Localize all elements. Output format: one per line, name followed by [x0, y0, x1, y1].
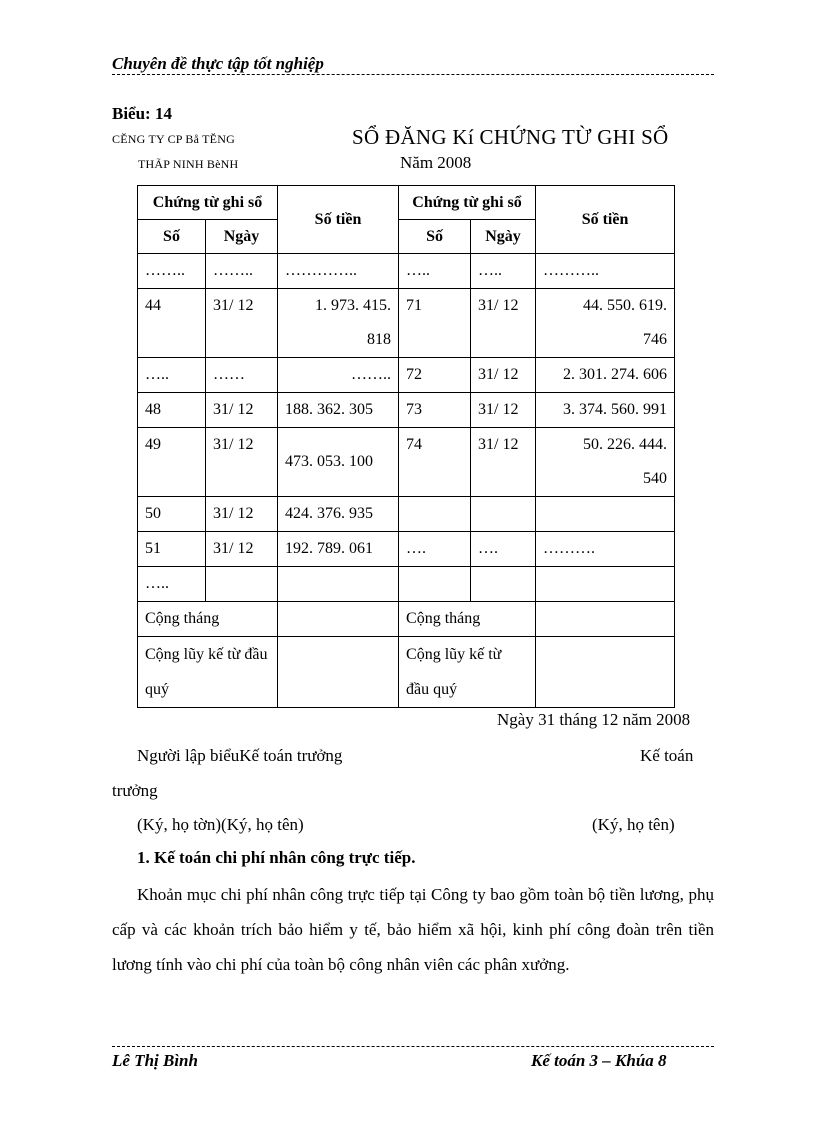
cell: 50. 226. 444. 540	[536, 428, 675, 497]
cell: 48	[138, 393, 206, 428]
total-month-row	[138, 602, 675, 637]
cell: ……….	[536, 532, 675, 567]
signature-titles	[137, 746, 342, 766]
chief-accountant-right-label-2: trưởng	[112, 781, 158, 800]
cell	[536, 637, 675, 708]
chief-accountant-label: Kế toán trưởng	[239, 746, 343, 765]
cell: ……..	[138, 254, 206, 289]
cell: 72	[399, 358, 471, 393]
table-row	[138, 254, 675, 289]
cell: …..	[138, 358, 206, 393]
cell: 31/ 12	[471, 428, 536, 497]
cell: 44	[138, 289, 206, 358]
footer-class: Kế toán 3 – Khúa 8	[531, 1051, 667, 1070]
signing-date: Ngày 31 tháng 12 năm 2008	[497, 710, 691, 729]
cell: 51	[138, 532, 206, 567]
cell: ……..	[206, 254, 278, 289]
cell: 31/ 12	[471, 358, 536, 393]
cell	[206, 567, 278, 602]
cell: 473. 053. 100	[278, 428, 399, 497]
header-amount-left: Số tiền	[278, 186, 399, 254]
cell	[536, 567, 675, 602]
header-date-left: Ngày	[206, 220, 278, 254]
cell	[399, 567, 471, 602]
page-header-title: Chuyên đề thực tập tốt nghiệp	[112, 54, 324, 73]
cell: ……	[206, 358, 278, 393]
cell: 31/ 12	[471, 393, 536, 428]
cell: 1. 973. 415. 818	[278, 289, 399, 358]
table-row	[138, 428, 675, 497]
total-cumulative-row	[138, 637, 675, 708]
paragraph-text: Khoản mục chi phí nhân công trực tiếp tại Công ty bao gồm toàn bộ tiền lương, phụ cấp và các khoản trích bảo hiểm y tế, bảo hiểm xã hội, kinh phí công đoàn trên tiền lương tính vào chi phí của toàn bộ công nhân viên các phân xưởng.	[112, 885, 714, 974]
section-paragraph	[112, 877, 714, 982]
total-month-label-left: Cộng tháng	[138, 602, 278, 637]
total-cumulative-label-right: Cộng lũy kế từ đầu quý	[399, 637, 536, 708]
cell: ….	[399, 532, 471, 567]
cell: 71	[399, 289, 471, 358]
cell: 31/ 12	[206, 428, 278, 497]
header-no-right: Số	[399, 220, 471, 254]
cell: …..	[471, 254, 536, 289]
section-heading: 1. Kế toán chi phí nhân công trực tiếp.	[137, 848, 416, 867]
cell: 44. 550. 619. 746	[536, 289, 675, 358]
cell: …..	[138, 567, 206, 602]
cell	[278, 567, 399, 602]
cell: 31/ 12	[206, 289, 278, 358]
chief-accountant-right-label-1: Kế toán	[640, 746, 694, 765]
cell: 49	[138, 428, 206, 497]
total-month-label-right: Cộng tháng	[399, 602, 536, 637]
cell: 31/ 12	[206, 393, 278, 428]
total-cumulative-label-left: Cộng lũy kế từ đầu quý	[138, 637, 278, 708]
table-row	[138, 497, 675, 532]
signature-note-left: (Ký, họ tờn)(Ký, họ tên)	[137, 815, 304, 834]
company-name-line1: CĔNG TY CP Bå TĔNG	[112, 132, 235, 146]
cell: 31/ 12	[206, 497, 278, 532]
cell: …..	[399, 254, 471, 289]
cell: ……..	[278, 358, 399, 393]
cell	[536, 497, 675, 532]
preparer-label: Người lập biểu	[137, 746, 240, 765]
company-name-line2: THÃP NINH BèNH	[138, 157, 239, 171]
cell	[536, 602, 675, 637]
document-year: Năm 2008	[400, 153, 472, 172]
cell: 188. 362. 305	[278, 393, 399, 428]
cell: 31/ 12	[471, 289, 536, 358]
cell: 31/ 12	[206, 532, 278, 567]
cell: ………..	[536, 254, 675, 289]
cell	[471, 497, 536, 532]
table-row	[138, 393, 675, 428]
cell	[399, 497, 471, 532]
header-divider	[112, 74, 714, 75]
header-amount-right: Số tiền	[536, 186, 675, 254]
cell: …………..	[278, 254, 399, 289]
footer-author: Lê Thị Bình	[112, 1051, 198, 1070]
cell: 2. 301. 274. 606	[536, 358, 675, 393]
cell	[278, 637, 399, 708]
cell: 192. 789. 061	[278, 532, 399, 567]
header-voucher-left: Chứng từ ghi sổ	[138, 186, 278, 220]
cell: 73	[399, 393, 471, 428]
cell: ….	[471, 532, 536, 567]
cell	[278, 602, 399, 637]
voucher-register-table	[137, 185, 675, 708]
table-row	[138, 532, 675, 567]
cell	[471, 567, 536, 602]
cell: 50	[138, 497, 206, 532]
header-no-left: Số	[138, 220, 206, 254]
cell: 424. 376. 935	[278, 497, 399, 532]
table-row	[138, 289, 675, 358]
table-row	[138, 358, 675, 393]
form-label: Biểu: 14	[112, 104, 172, 123]
footer-divider	[112, 1046, 714, 1047]
signature-note-right: (Ký, họ tên)	[592, 815, 675, 834]
cell: 74	[399, 428, 471, 497]
cell: 3. 374. 560. 991	[536, 393, 675, 428]
table-row	[138, 567, 675, 602]
header-date-right: Ngày	[471, 220, 536, 254]
document-title: SỔ ĐĂNG Kí CHỨNG TỪ GHI SỔ	[352, 125, 669, 149]
header-voucher-right: Chứng từ ghi sổ	[399, 186, 536, 220]
